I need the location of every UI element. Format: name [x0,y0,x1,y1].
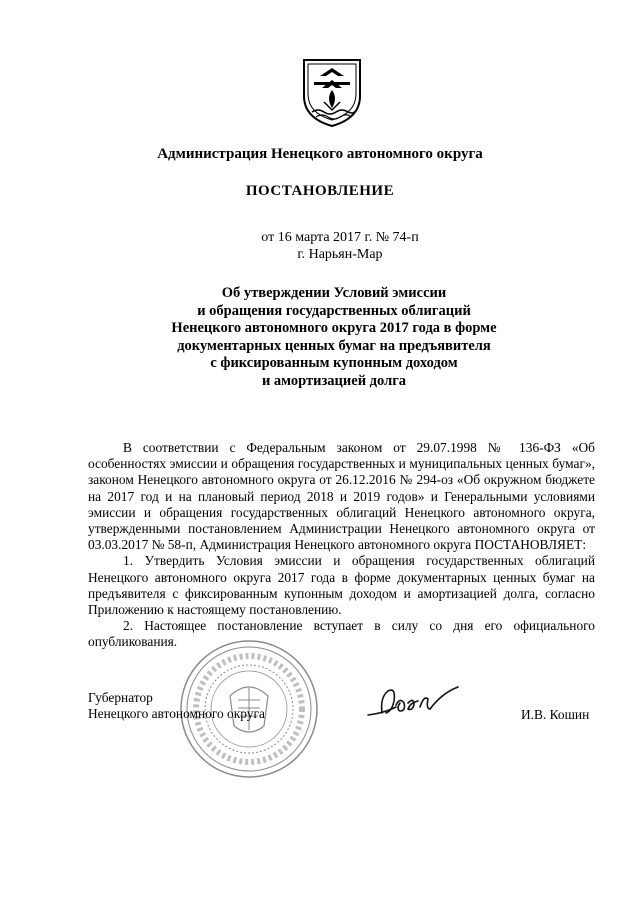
place-of-issue: г. Нарьян-Мар [297,247,383,262]
title-line: Ненецкого автономного округа 2017 года в форме [171,320,497,336]
title-line: Об утверждении Условий эмиссии [221,285,447,301]
title-line: и обращения государственных облигаций [197,302,471,319]
title-line: и амортизацией долга [261,372,407,389]
resolution-item-1: 1. Утвердить Условия эмиссии и обращения государственных облигаций Ненецкого автономного округа 2017 года в форме документарных ценных бумаг на предъявителя с фиксированным купонным доходом и амортизацией долга, согласно Приложению к настоящему постановлению. [88,553,595,618]
position-line: Ненецкого автономного округа [88,706,265,722]
signatory-position [88,690,265,722]
resolution-item-2: 2. Настоящее постановление вступает в силу со дня его официального опубликования. [88,618,595,650]
organization-name: Администрация Ненецкого автономного округа [157,146,483,162]
document-title [14,285,640,390]
signatory-name: И.В. Кошин [521,707,590,722]
title-line: документарных ценных бумаг на предъявителя [177,337,491,354]
title-line: с фиксированным купонным доходом [210,355,458,371]
position-line: Губернатор [88,690,153,705]
handwritten-signature-icon [366,683,462,723]
document-body [88,440,595,651]
preamble-paragraph: В соответствии с Федеральным законом от 29.07.1998 № 136-ФЗ «Об особенностях эмиссии и обращения государственных и муниципальных ценных бумаг», законом Ненецкого автономного округа от 26.12.2016 № 294-оз «Об окружном бюджете на 2017 год и на плановый период 2018 и 2019 годов» и Генеральными условиями эмиссии и обращения государственных облигаций Ненецкого автономного округа, утвержденными постановлением Администрации Ненецкого автономного округа от 03.03.2017 № 58-п, Администрация Ненецкого автономного округа ПОСТАНОВЛЯЕТ: [88,440,595,553]
coat-of-arms-icon [300,56,364,128]
document-type: ПОСТАНОВЛЕНИЕ [245,183,395,199]
date-and-number: от 16 марта 2017 г. № 74-п [261,230,419,245]
